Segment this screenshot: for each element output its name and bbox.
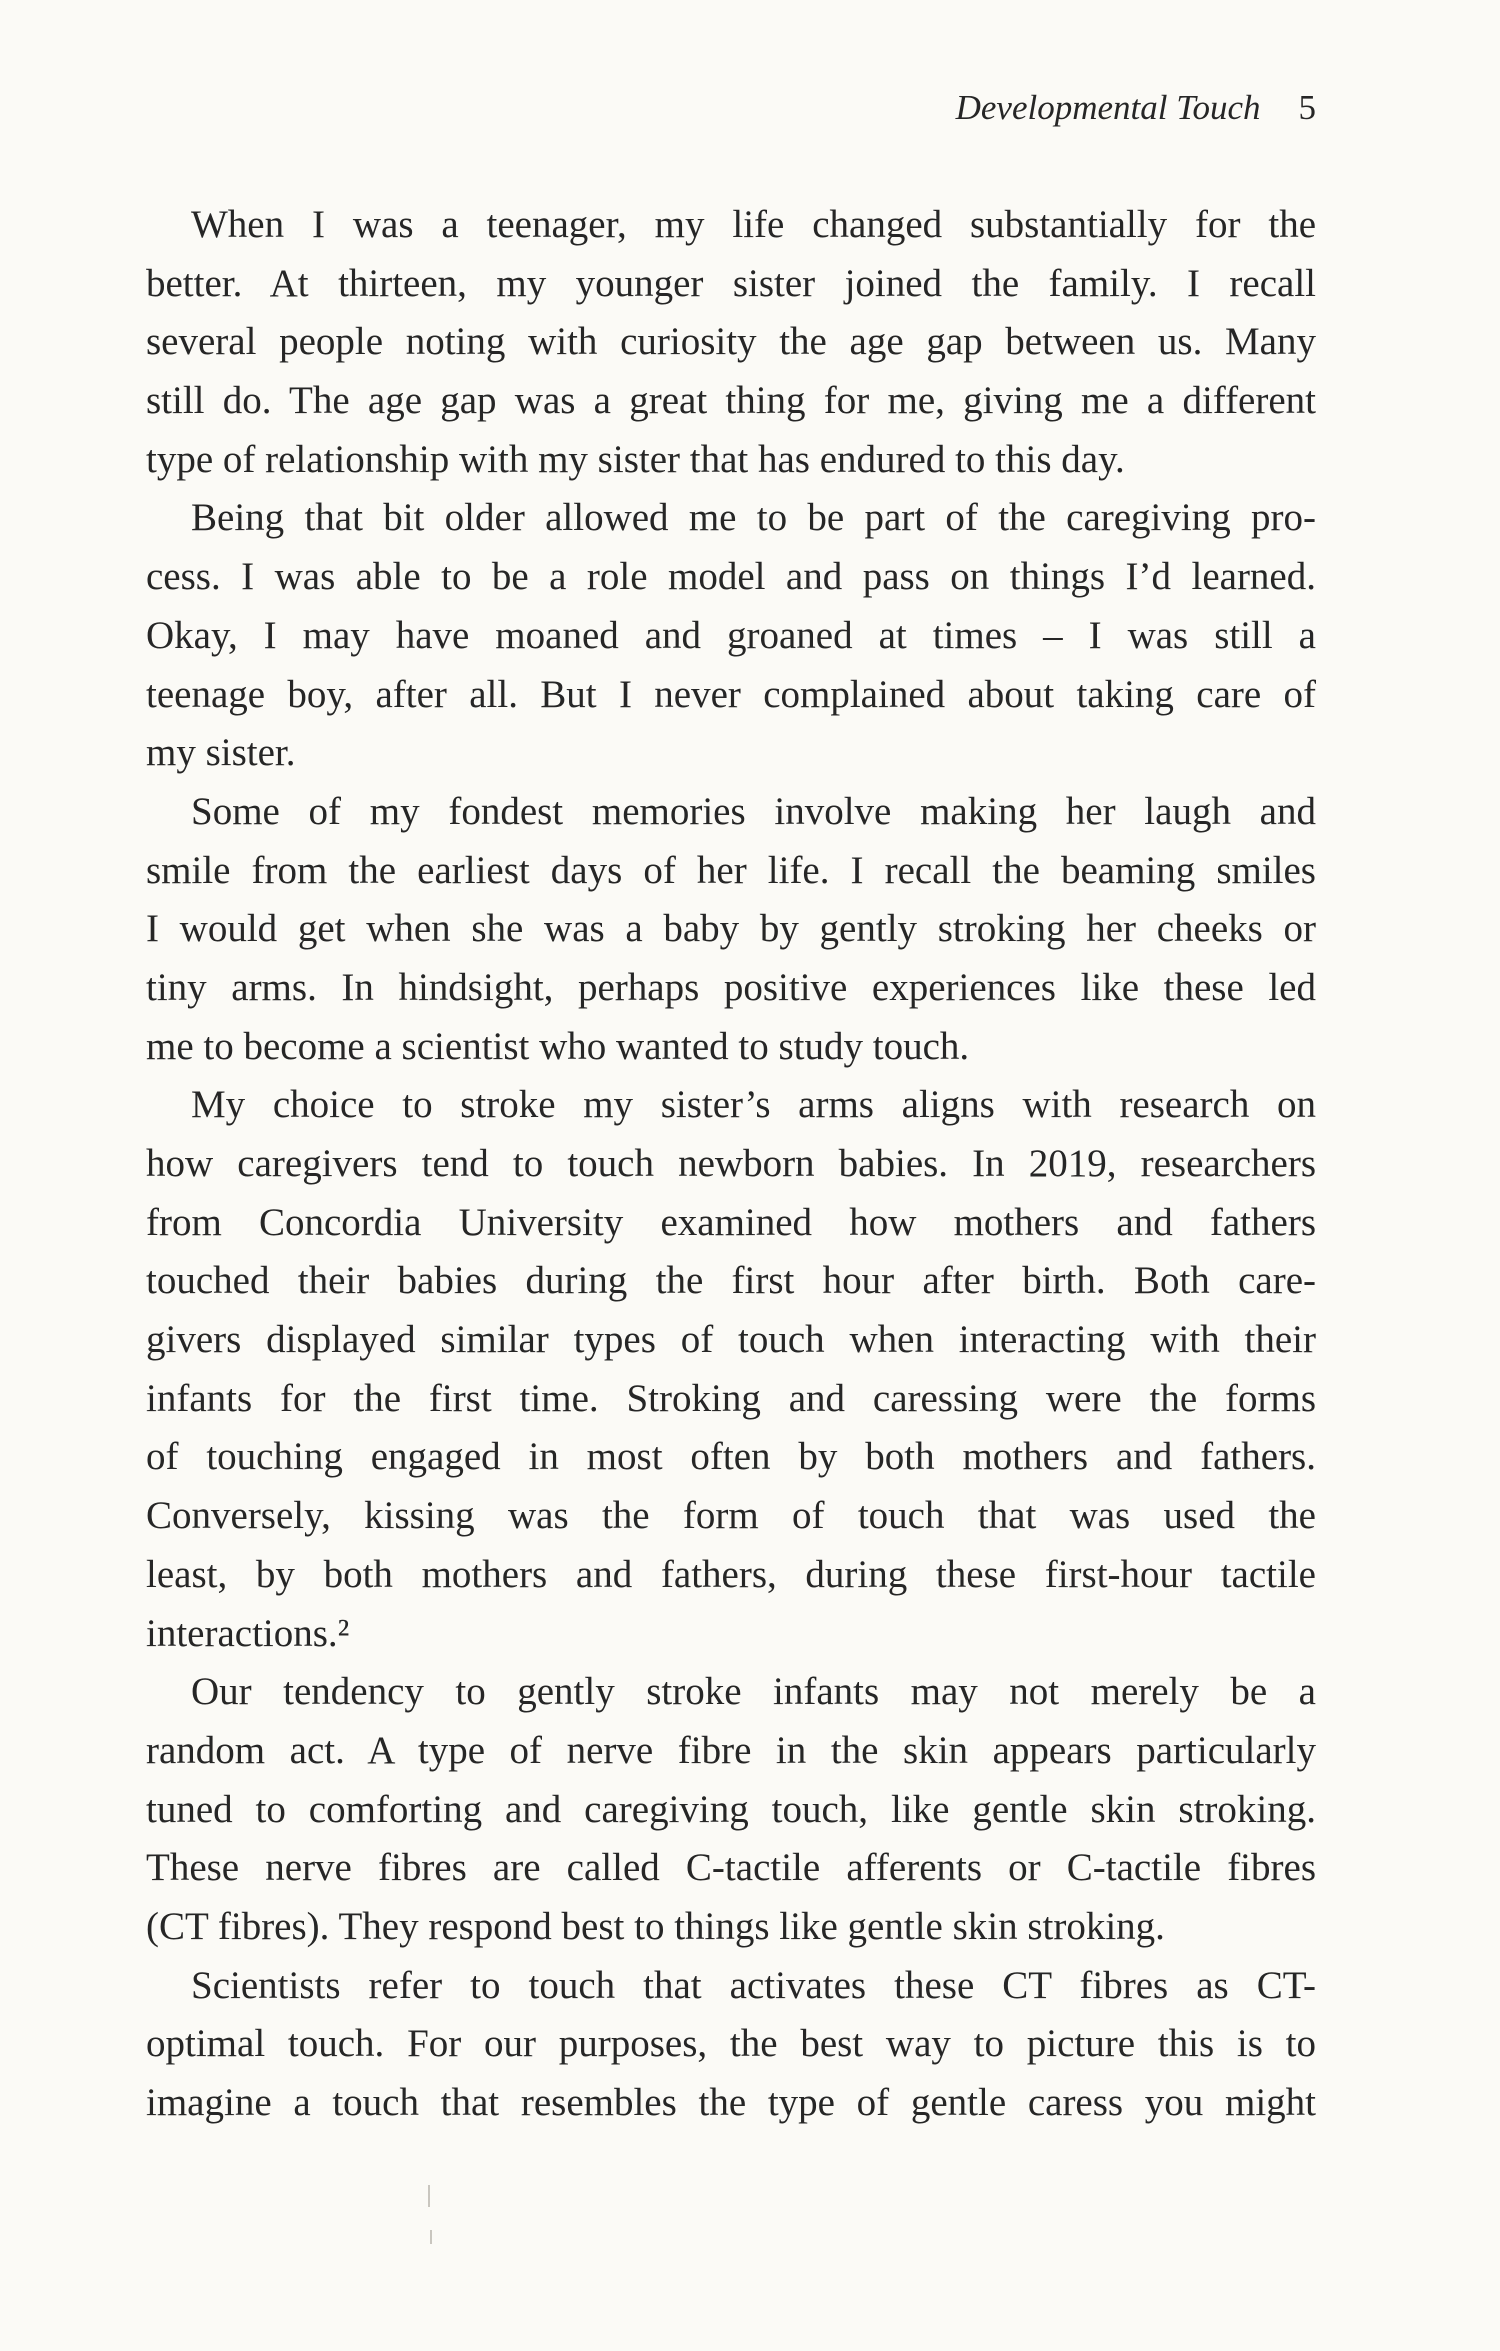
text-line: Scientists refer to touch that activates these CT fibres as CT- xyxy=(191,1963,1316,2007)
text-line: me to become a scientist who wanted to study touch. xyxy=(146,1024,970,1068)
text-line: cess. I was able to be a role model and pass on things I’d learned. xyxy=(146,555,1316,599)
running-header xyxy=(956,88,1316,128)
text-line: My choice to stroke my sister’s arms aligns with research on xyxy=(191,1083,1316,1127)
text-line: These nerve fibres are called C-tactile afferents or C-tactile fibres xyxy=(146,1846,1316,1890)
text-line: givers displayed similar types of touch when interacting with their xyxy=(146,1318,1316,1362)
text-line: touched their babies during the first hour after birth. Both care- xyxy=(146,1259,1316,1303)
text-line: Conversely, kissing was the form of touch that was used the xyxy=(146,1494,1316,1538)
text-line: tiny arms. In hindsight, perhaps positive experiences like these led xyxy=(146,965,1316,1009)
text-line: my sister. xyxy=(146,731,296,775)
text-line: of touching engaged in most often by both mothers and fathers. xyxy=(146,1435,1316,1479)
text-line: smile from the earliest days of her life. I recall the beaming smiles xyxy=(146,848,1316,892)
text-line: how caregivers tend to touch newborn babies. In 2019, researchers xyxy=(146,1142,1316,1185)
text-line: Being that bit older allowed me to be part of the caregiving pro- xyxy=(191,496,1316,540)
text-line: (CT fibres). They respond best to things like gentle skin stroking. xyxy=(146,1904,1165,1948)
text-line: from Concordia University examined how mothers and fathers xyxy=(146,1200,1316,1244)
scan-mark xyxy=(428,2185,430,2207)
text-line: Okay, I may have moaned and groaned at times – I was still a xyxy=(146,613,1316,657)
text-line: Our tendency to gently stroke infants may not merely be a xyxy=(191,1670,1316,1714)
text-line: better. At thirteen, my younger sister joined the family. I recall xyxy=(146,261,1316,305)
text-line: random act. A type of nerve fibre in the skin appears particularly xyxy=(146,1728,1316,1772)
text-line: infants for the first time. Stroking and caressing were the forms xyxy=(146,1376,1316,1420)
running-title: Developmental Touch xyxy=(955,88,1261,127)
page-number: 5 xyxy=(1298,88,1316,127)
text-line: imagine a touch that resembles the type of gentle caress you might xyxy=(146,2081,1316,2124)
scan-mark xyxy=(430,2230,432,2244)
text-line: tuned to comforting and caregiving touch, like gentle skin stroking. xyxy=(146,1787,1316,1831)
text-line: still do. The age gap was a great thing for me, giving me a different xyxy=(146,379,1316,423)
text-line: I would get when she was a baby by gently stroking her cheeks or xyxy=(146,907,1316,951)
text-line: teenage boy, after all. But I never complained about taking care of xyxy=(146,672,1316,716)
text-line: When I was a teenager, my life changed substantially for the xyxy=(191,203,1316,246)
text-line: type of relationship with my sister that has endured to this day. xyxy=(146,437,1125,481)
text-line: interactions.² xyxy=(146,1611,350,1655)
text-line: Some of my fondest memories involve making her laugh and xyxy=(191,789,1316,833)
text-line: several people noting with curiosity the age gap between us. Many xyxy=(146,320,1316,364)
text-line: least, by both mothers and fathers, during these first-hour tactile xyxy=(146,1552,1316,1596)
body-text xyxy=(146,196,1316,2133)
text-line: optimal touch. For our purposes, the best way to picture this is to xyxy=(146,2022,1316,2066)
